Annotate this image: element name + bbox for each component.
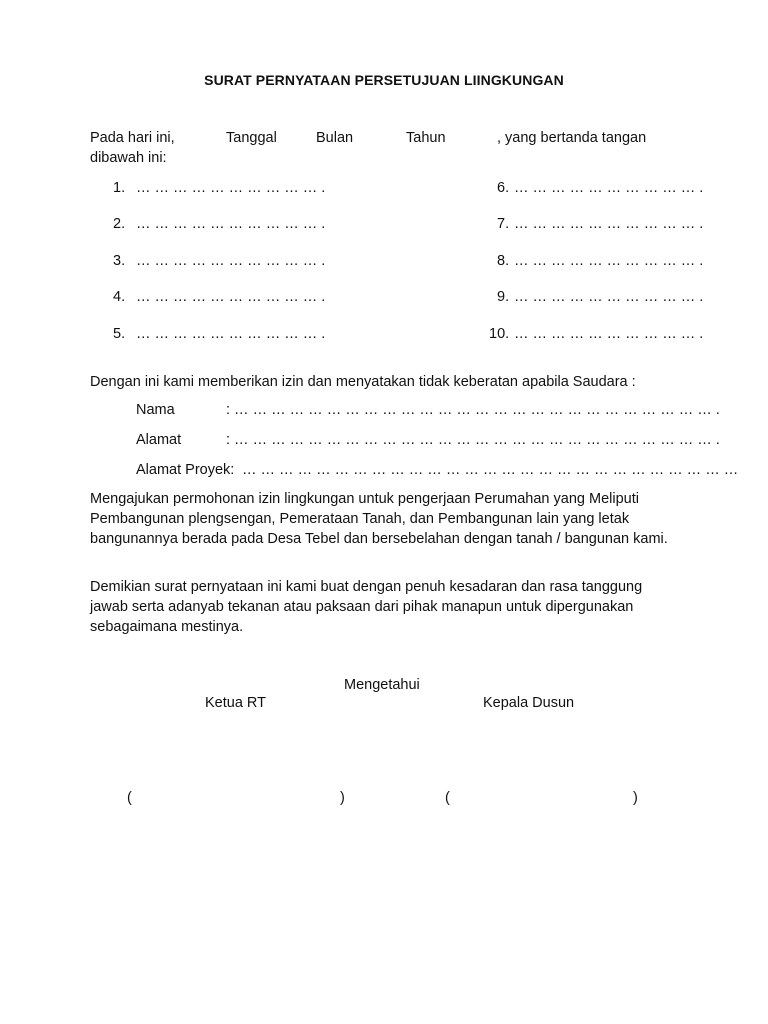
list-item-dots: … … … … … … … … … … .: [514, 289, 704, 305]
intro-bertanda: , yang bertanda tangan: [497, 130, 647, 146]
ketua-rt-signature-close: ): [340, 790, 345, 806]
intro-pada-hari: Pada hari ini,: [90, 130, 175, 146]
list-item-number: 5.: [113, 326, 126, 342]
list-item-number: 2.: [113, 216, 126, 232]
list-item-dots: … … … … … … … … … … .: [136, 253, 326, 269]
list-item-dots: … … … … … … … … … … .: [514, 253, 704, 269]
ketua-rt-label: Ketua RT: [205, 695, 266, 711]
list-item-number: 4.: [113, 289, 126, 305]
list-item-number: 8.: [497, 253, 510, 269]
list-item-number: 1.: [113, 180, 126, 196]
list-item-number: 6.: [497, 180, 510, 196]
kepala-dusun-label: Kepala Dusun: [483, 695, 575, 711]
list-item-dots: … … … … … … … … … … .: [136, 326, 326, 342]
intro-tanggal: Tanggal: [226, 130, 277, 146]
list-item-number: 7.: [497, 216, 510, 232]
document-title: SURAT PERNYATAAN PERSETUJUAN LIINGKUNGAN: [204, 72, 564, 88]
mengetahui-label: Mengetahui: [344, 677, 420, 693]
permission-statement: Dengan ini kami memberikan izin dan menyatakan tidak keberatan apabila Saudara :: [90, 374, 636, 390]
intro-bulan: Bulan: [316, 130, 354, 146]
intro-tahun: Tahun: [406, 130, 446, 146]
kepala-dusun-signature-close: ): [633, 790, 638, 806]
list-item-dots: … … … … … … … … … … .: [514, 180, 704, 196]
list-item-dots: … … … … … … … … … … .: [136, 180, 326, 196]
closing-paragraph: Demikian surat pernyataan ini kami buat dengan penuh kesadaran dan rasa tanggung jawab serta adanyab tekanan atau paksaan dari pihak manapun untuk dipergunakan sebagaimana mestinya.: [90, 579, 643, 635]
intro-dibawah: dibawah ini:: [90, 150, 167, 166]
list-item-dots: … … … … … … … … … … .: [514, 326, 704, 342]
list-item-dots: … … … … … … … … … … .: [514, 216, 704, 232]
list-item-number: 3.: [113, 253, 126, 269]
nama-value: : … … … … … … … … … … … … … … … … … … … … … … … … … … .: [226, 402, 720, 418]
ketua-rt-signature-open: (: [127, 790, 132, 806]
list-item-number: 10.: [489, 326, 510, 342]
application-paragraph: Mengajukan permohonan izin lingkungan untuk pengerjaan Perumahan yang Meliputi Pembangunan plengsengan, Pemerataan Tanah, dan Pembangunan lain yang letak bangunannya berada pada Desa Tebel dan bersebelahan dengan tanah / bangunan kami.: [90, 491, 668, 547]
alamat-label: Alamat: [136, 432, 182, 448]
kepala-dusun-signature-open: (: [445, 790, 450, 806]
list-item-dots: … … … … … … … … … … .: [136, 289, 326, 305]
nama-label: Nama: [136, 402, 175, 418]
list-item-number: 9.: [497, 289, 510, 305]
alamat-proyek-label: Alamat Proyek:: [136, 462, 235, 478]
alamat-proyek-value: … … … … … … … … … … … … … … … … … … … … … … … … … … …: [242, 462, 739, 478]
alamat-value: : … … … … … … … … … … … … … … … … … … … … … … … … … … .: [226, 432, 720, 448]
list-item-dots: … … … … … … … … … … .: [136, 216, 326, 232]
